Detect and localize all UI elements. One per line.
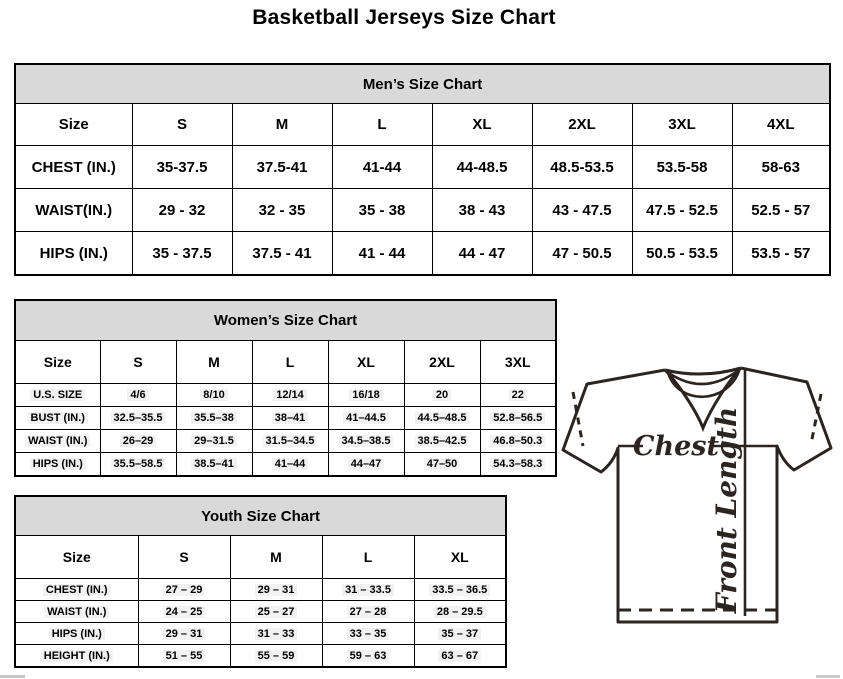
value-cell: [432, 146, 532, 189]
value-cell: [332, 146, 432, 189]
row-label: [15, 623, 138, 645]
table-row: [15, 601, 506, 623]
cell-text: HEIGHT (IN.): [41, 650, 113, 662]
cell-text: 32 - 35: [258, 201, 306, 219]
value-cell: [176, 453, 252, 477]
column-header: XL: [414, 536, 506, 579]
cell-text: 12/14: [273, 389, 307, 401]
cell-text: 63 – 67: [438, 650, 481, 662]
table-row: [15, 623, 506, 645]
value-cell: [230, 601, 322, 623]
value-cell: [322, 601, 414, 623]
value-cell: [480, 453, 556, 477]
row-label: [15, 579, 138, 601]
cell-text: 22: [509, 389, 527, 401]
chest-label: Chest: [633, 431, 719, 462]
cell-text: 29 – 31: [163, 628, 206, 640]
column-header: L: [252, 341, 328, 384]
column-header: 2XL: [404, 341, 480, 384]
cell-text: 29 – 31: [255, 584, 298, 596]
value-cell: [132, 146, 232, 189]
column-header: 4XL: [732, 104, 830, 146]
cell-text: 41–44: [272, 458, 309, 470]
cell-text: 35 - 38: [358, 201, 406, 219]
column-header: M: [230, 536, 322, 579]
value-cell: [532, 189, 632, 232]
cell-text: 35 – 37: [438, 628, 481, 640]
cell-text: 44 - 47: [458, 244, 506, 262]
front-length-label: Front Length: [710, 406, 743, 614]
column-header: 3XL: [632, 104, 732, 146]
column-header: M: [232, 104, 332, 146]
value-cell: [332, 232, 432, 276]
value-cell: [100, 430, 176, 453]
value-cell: [132, 232, 232, 276]
value-cell: [176, 384, 252, 407]
section-title: Youth Size Chart: [15, 496, 506, 536]
cell-text: U.S. SIZE: [30, 389, 85, 401]
cell-text: 29 - 32: [158, 201, 206, 219]
value-cell: [132, 189, 232, 232]
table-row: [15, 579, 506, 601]
cell-text: 48.5-53.5: [550, 158, 614, 176]
value-cell: [100, 407, 176, 430]
column-header: XL: [328, 341, 404, 384]
cell-text: 47–50: [424, 458, 461, 470]
cell-text: 41 - 44: [358, 244, 406, 262]
cell-text: 25 – 27: [255, 606, 298, 618]
cell-text: 26–29: [120, 435, 157, 447]
value-cell: [230, 623, 322, 645]
value-cell: [632, 146, 732, 189]
cell-text: 35.5–58.5: [111, 458, 166, 470]
value-cell: [404, 453, 480, 477]
value-cell: [328, 453, 404, 477]
cell-text: 28 – 29.5: [434, 606, 486, 618]
value-cell: [322, 579, 414, 601]
section-title: Men’s Size Chart: [15, 64, 830, 104]
column-header: S: [100, 341, 176, 384]
cell-text: 20: [433, 389, 451, 401]
value-cell: [252, 407, 328, 430]
value-cell: [138, 645, 230, 668]
value-cell: [328, 430, 404, 453]
cell-text: BUST (IN.): [28, 412, 88, 424]
value-cell: [414, 623, 506, 645]
cell-text: 37.5-41: [256, 158, 308, 176]
value-cell: [414, 579, 506, 601]
value-cell: [632, 232, 732, 276]
column-header: Size: [15, 341, 100, 384]
value-cell: [414, 645, 506, 668]
row-label: [15, 189, 132, 232]
value-cell: [138, 623, 230, 645]
cell-text: 47.5 - 52.5: [646, 201, 718, 219]
row-label: [15, 384, 100, 407]
cell-text: HIPS (IN.): [39, 244, 108, 262]
value-cell: [404, 407, 480, 430]
jersey-outline: [563, 368, 831, 622]
cell-text: 46.8–50.3: [490, 435, 545, 447]
column-header: S: [132, 104, 232, 146]
column-header: 2XL: [532, 104, 632, 146]
table-row: [15, 189, 830, 232]
cell-text: HIPS (IN.): [49, 628, 105, 640]
cell-text: 47 - 50.5: [552, 244, 612, 262]
cell-text: 4/6: [127, 389, 148, 401]
value-cell: [404, 384, 480, 407]
cell-text: 53.5-58: [656, 158, 708, 176]
table-row: [15, 645, 506, 668]
cell-text: 53.5 - 57: [751, 244, 811, 262]
cell-text: 38–41: [272, 412, 309, 424]
cell-text: 37.5 - 41: [252, 244, 312, 262]
cell-text: 41–44.5: [343, 412, 389, 424]
column-header: 3XL: [480, 341, 556, 384]
value-cell: [232, 232, 332, 276]
mens-size-chart-table: [14, 63, 831, 276]
cell-text: 38.5–42.5: [415, 435, 470, 447]
jersey-measurement-diagram: [555, 358, 839, 634]
row-label: [15, 232, 132, 276]
cell-text: 34.5–38.5: [339, 435, 394, 447]
cell-text: 35.5–38: [191, 412, 237, 424]
value-cell: [480, 430, 556, 453]
value-cell: [328, 407, 404, 430]
cell-text: 59 – 63: [347, 650, 390, 662]
table-row: [15, 384, 556, 407]
row-label: [15, 645, 138, 668]
value-cell: [328, 384, 404, 407]
cell-text: 44-48.5: [456, 158, 508, 176]
cell-text: 35 - 37.5: [152, 244, 212, 262]
value-cell: [176, 430, 252, 453]
value-cell: [480, 384, 556, 407]
cell-text: 52.8–56.5: [490, 412, 545, 424]
cell-text: 35-37.5: [156, 158, 208, 176]
cell-text: 29–31.5: [191, 435, 237, 447]
cell-text: WAIST(IN.): [35, 201, 113, 219]
cell-text: 27 – 29: [163, 584, 206, 596]
cell-text: 31 – 33: [255, 628, 298, 640]
row-label: [15, 601, 138, 623]
cell-text: 44.5–48.5: [415, 412, 470, 424]
cell-text: 33 – 35: [347, 628, 390, 640]
cell-text: 38.5–41: [191, 458, 237, 470]
value-cell: [232, 189, 332, 232]
column-header: M: [176, 341, 252, 384]
value-cell: [632, 189, 732, 232]
value-cell: [432, 232, 532, 276]
cell-text: 38 - 43: [458, 201, 506, 219]
column-header: L: [322, 536, 414, 579]
value-cell: [252, 430, 328, 453]
cell-text: 27 – 28: [347, 606, 390, 618]
column-header: Size: [15, 536, 138, 579]
value-cell: [732, 189, 830, 232]
cell-text: 43 - 47.5: [552, 201, 612, 219]
value-cell: [232, 146, 332, 189]
table-row: [15, 232, 830, 276]
value-cell: [432, 189, 532, 232]
cell-text: 54.3–58.3: [490, 458, 545, 470]
value-cell: [252, 453, 328, 477]
cell-text: 55 – 59: [255, 650, 298, 662]
table-row: [15, 407, 556, 430]
cell-text: 33.5 – 36.5: [429, 584, 490, 596]
table-row: [15, 430, 556, 453]
womens-size-chart-table: [14, 299, 557, 477]
youth-size-chart-table: [14, 495, 507, 668]
value-cell: [230, 645, 322, 668]
scrollbar-fragment-right[interactable]: [816, 675, 840, 678]
cell-text: 31.5–34.5: [263, 435, 318, 447]
value-cell: [404, 430, 480, 453]
row-label: [15, 407, 100, 430]
cell-text: 41-44: [362, 158, 402, 176]
cell-text: 31 – 33.5: [342, 584, 394, 596]
value-cell: [230, 579, 322, 601]
cell-text: 44–47: [348, 458, 385, 470]
row-label: [15, 430, 100, 453]
value-cell: [732, 146, 830, 189]
value-cell: [138, 601, 230, 623]
section-title: Women’s Size Chart: [15, 300, 556, 341]
value-cell: [100, 453, 176, 477]
cell-text: 52.5 - 57: [751, 201, 811, 219]
cell-text: 16/18: [349, 389, 383, 401]
collar-top-line: [665, 368, 741, 374]
value-cell: [480, 407, 556, 430]
table-row: [15, 453, 556, 477]
value-cell: [322, 623, 414, 645]
cell-text: 58-63: [761, 158, 800, 176]
cell-text: 51 – 55: [163, 650, 206, 662]
cell-text: WAIST (IN.): [44, 606, 109, 618]
page-title: Basketball Jerseys Size Chart: [252, 6, 556, 29]
value-cell: [532, 146, 632, 189]
value-cell: [332, 189, 432, 232]
value-cell: [100, 384, 176, 407]
column-header: S: [138, 536, 230, 579]
row-label: [15, 453, 100, 477]
column-header: L: [332, 104, 432, 146]
cell-text: WAIST (IN.): [25, 435, 90, 447]
cell-text: 24 – 25: [163, 606, 206, 618]
cell-text: CHEST (IN.): [43, 584, 111, 596]
cell-text: HIPS (IN.): [30, 458, 86, 470]
table-row: [15, 146, 830, 189]
cell-text: CHEST (IN.): [31, 158, 116, 176]
value-cell: [322, 645, 414, 668]
column-header: XL: [432, 104, 532, 146]
cell-text: 50.5 - 53.5: [646, 244, 718, 262]
value-cell: [414, 601, 506, 623]
value-cell: [176, 407, 252, 430]
cell-text: 8/10: [200, 389, 227, 401]
value-cell: [532, 232, 632, 276]
row-label: [15, 146, 132, 189]
value-cell: [732, 232, 830, 276]
column-header: Size: [15, 104, 132, 146]
scrollbar-fragment-left[interactable]: [0, 675, 25, 678]
value-cell: [252, 384, 328, 407]
value-cell: [138, 579, 230, 601]
cell-text: 32.5–35.5: [111, 412, 166, 424]
